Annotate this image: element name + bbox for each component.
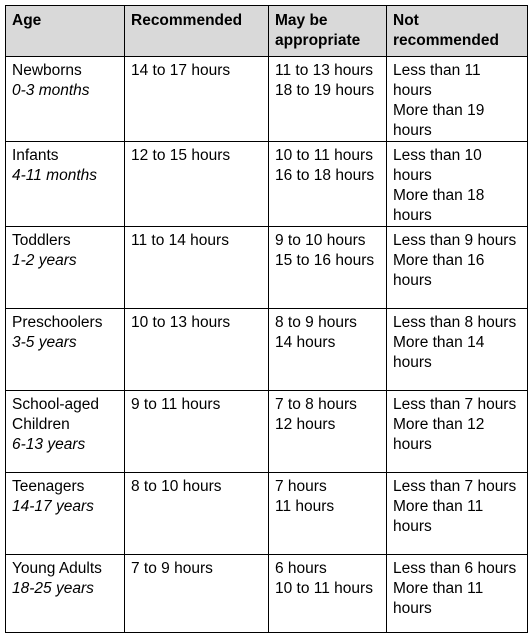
recommended-hours: 14 to 17 hours [131, 62, 231, 79]
table-row [6, 391, 528, 473]
age-cell [6, 473, 125, 555]
may-be-appropriate-lower: 7 to 8 hours [275, 396, 357, 413]
table-row [6, 473, 528, 555]
header-age: Age [6, 6, 125, 57]
may-be-appropriate-cell [269, 391, 387, 473]
recommended-hours: 8 to 10 hours [131, 478, 222, 495]
table-row [6, 227, 528, 309]
age-group: Toddlers [12, 232, 71, 249]
table-row [6, 309, 528, 391]
may-be-appropriate-upper: 16 to 18 hours [275, 167, 375, 184]
may-be-appropriate-upper: 10 to 11 hours [275, 580, 373, 597]
recommended-cell [125, 391, 269, 473]
not-recommended-upper: More than 18 hours [393, 187, 485, 224]
recommended-hours: 11 to 14 hours [131, 232, 229, 249]
may-be-appropriate-cell [269, 57, 387, 142]
table-header-row [6, 6, 528, 57]
recommended-hours: 9 to 11 hours [131, 396, 221, 413]
sleep-recommendations-table [5, 5, 528, 633]
may-be-appropriate-cell [269, 309, 387, 391]
not-recommended-cell [387, 309, 528, 391]
not-recommended-lower: Less than 6 hours [393, 560, 517, 577]
age-cell [6, 227, 125, 309]
age-range: 3-5 years [12, 334, 77, 351]
not-recommended-upper: More than 12 hours [393, 416, 485, 453]
not-recommended-lower: Less than 8 hours [393, 314, 517, 331]
not-recommended-upper: More than 14 hours [393, 334, 485, 371]
recommended-cell [125, 555, 269, 633]
header-not-recommended: Not recommended [387, 6, 528, 57]
not-recommended-upper: More than 11 hours [393, 580, 484, 617]
age-group: Young Adults [12, 560, 102, 577]
header-recommended: Recommended [125, 6, 269, 57]
may-be-appropriate-upper: 18 to 19 hours [275, 82, 375, 99]
recommended-cell [125, 142, 269, 227]
may-be-appropriate-lower: 8 to 9 hours [275, 314, 357, 331]
age-range: 0-3 months [12, 82, 90, 99]
may-be-appropriate-lower: 7 hours [275, 478, 327, 495]
recommended-cell [125, 309, 269, 391]
age-cell [6, 142, 125, 227]
not-recommended-cell [387, 142, 528, 227]
age-cell [6, 391, 125, 473]
age-range: 6-13 years [12, 436, 86, 453]
not-recommended-lower: Less than 11 hours [393, 62, 481, 99]
not-recommended-upper: More than 19 hours [393, 102, 485, 139]
may-be-appropriate-upper: 12 hours [275, 416, 336, 433]
not-recommended-upper: More than 11 hours [393, 498, 484, 535]
recommended-hours: 7 to 9 hours [131, 560, 213, 577]
may-be-appropriate-cell [269, 555, 387, 633]
age-cell [6, 555, 125, 633]
age-group: Newborns [12, 62, 82, 79]
may-be-appropriate-upper: 11 hours [275, 498, 335, 515]
not-recommended-lower: Less than 7 hours [393, 396, 517, 413]
age-cell [6, 309, 125, 391]
may-be-appropriate-cell [269, 142, 387, 227]
recommended-cell [125, 473, 269, 555]
not-recommended-lower: Less than 9 hours [393, 232, 517, 249]
age-range: 4-11 months [12, 167, 98, 184]
not-recommended-lower: Less than 7 hours [393, 478, 517, 495]
may-be-appropriate-lower: 6 hours [275, 560, 327, 577]
may-be-appropriate-lower: 10 to 11 hours [275, 147, 373, 164]
may-be-appropriate-upper: 14 hours [275, 334, 336, 351]
age-group: School-aged Children [12, 396, 100, 433]
not-recommended-lower: Less than 10 hours [393, 147, 482, 184]
age-range: 18-25 years [12, 580, 94, 597]
not-recommended-upper: More than 16 hours [393, 252, 485, 289]
not-recommended-cell [387, 227, 528, 309]
recommended-cell [125, 227, 269, 309]
age-group: Preschoolers [12, 314, 103, 331]
not-recommended-cell [387, 473, 528, 555]
header-may-be-appropriate: May be appropriate [269, 6, 387, 57]
may-be-appropriate-cell [269, 473, 387, 555]
age-group: Teenagers [12, 478, 85, 495]
may-be-appropriate-lower: 9 to 10 hours [275, 232, 366, 249]
age-range: 1-2 years [12, 252, 77, 269]
recommended-hours: 10 to 13 hours [131, 314, 231, 331]
may-be-appropriate-lower: 11 to 13 hours [275, 62, 373, 79]
age-range: 14-17 years [12, 498, 94, 515]
table-row [6, 142, 528, 227]
not-recommended-cell [387, 57, 528, 142]
age-group: Infants [12, 147, 59, 164]
may-be-appropriate-upper: 15 to 16 hours [275, 252, 375, 269]
not-recommended-cell [387, 391, 528, 473]
recommended-cell [125, 57, 269, 142]
table-row [6, 57, 528, 142]
not-recommended-cell [387, 555, 528, 633]
table-row [6, 555, 528, 633]
may-be-appropriate-cell [269, 227, 387, 309]
recommended-hours: 12 to 15 hours [131, 147, 231, 164]
age-cell [6, 57, 125, 142]
